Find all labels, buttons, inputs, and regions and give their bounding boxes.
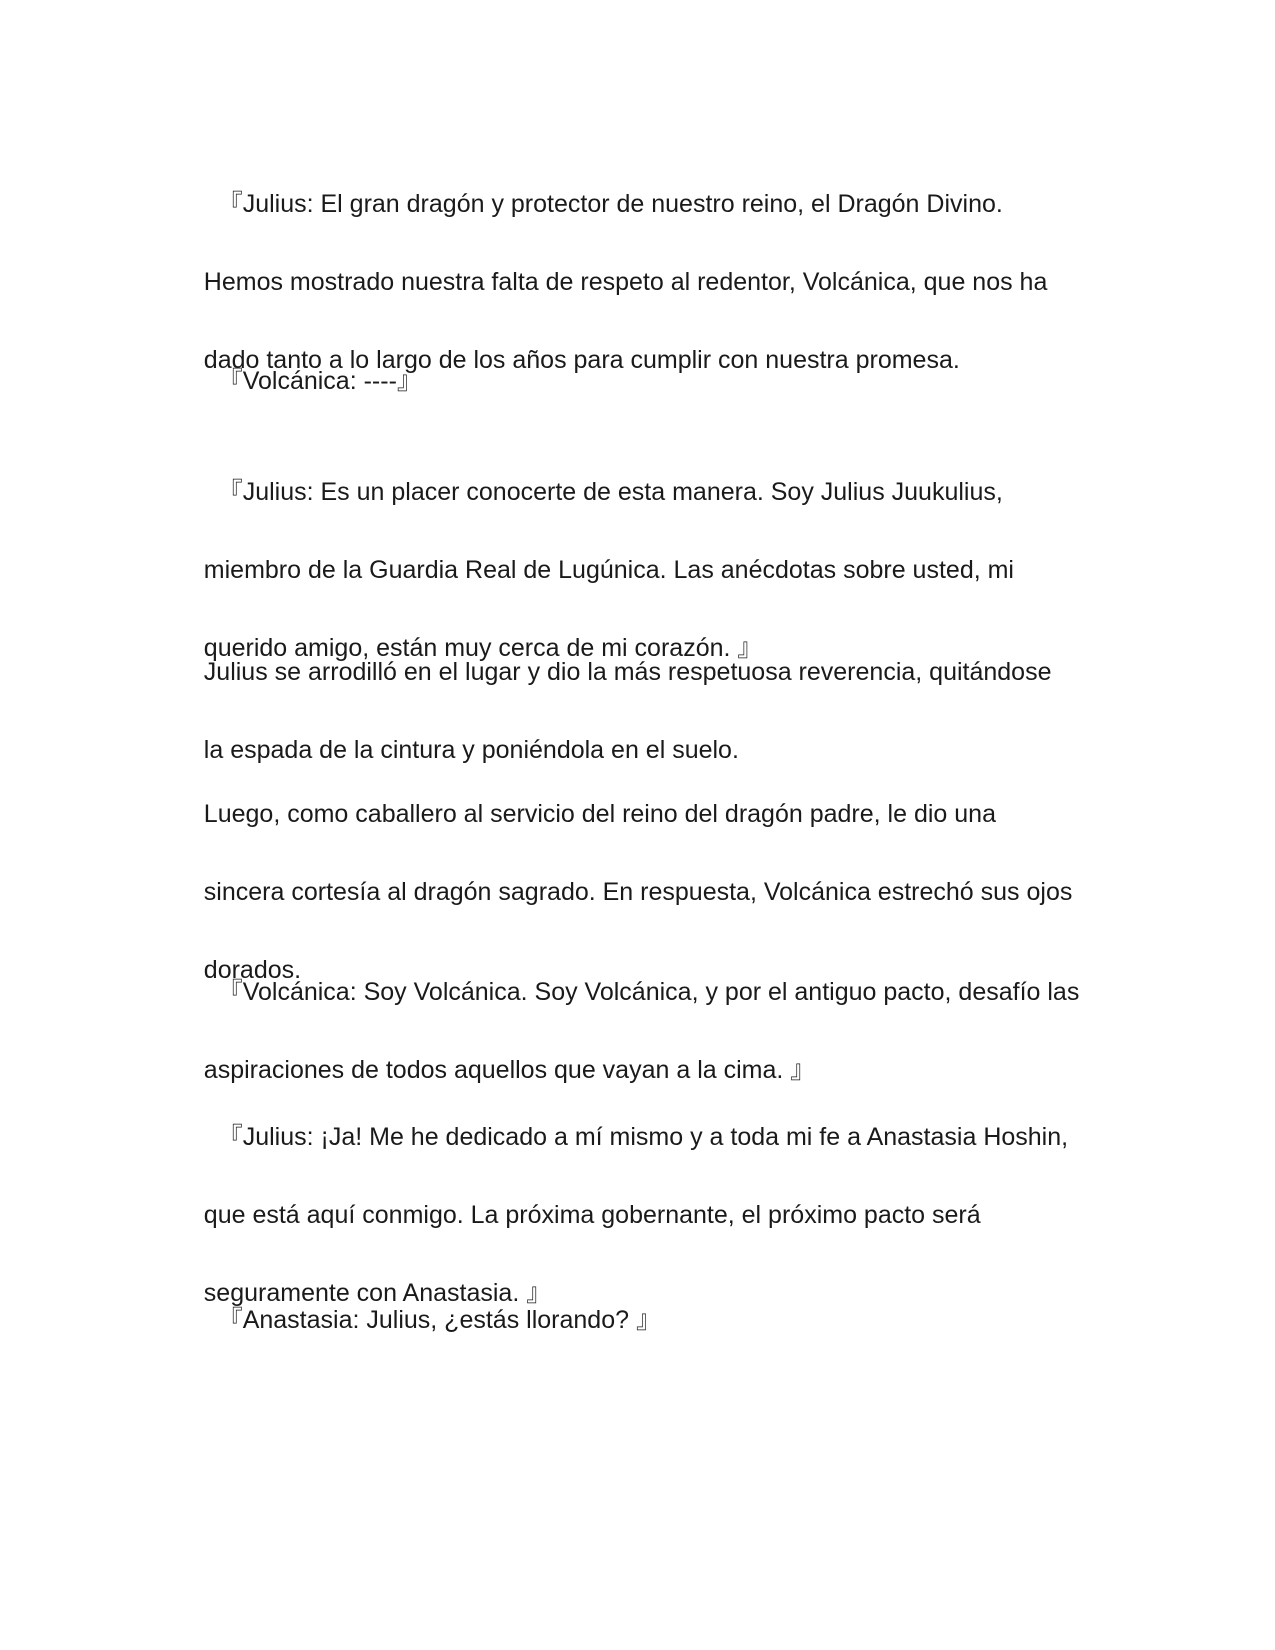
text-line: la espada de la cintura y poniéndola en el suelo. [203, 736, 739, 764]
text-line: 『Julius: ¡Ja! Me he dedicado a mí mismo y a toda mi fe a Anastasia Hoshin, [203, 1123, 1069, 1151]
text-line: querido amigo, están muy cerca de mi corazón. 』 [203, 634, 763, 662]
text-line: 『Anastasia: Julius, ¿estás llorando? 』 [203, 1306, 661, 1334]
text-line: Luego, como caballero al servicio del reino del dragón padre, le dio una [203, 800, 996, 828]
text-line: que está aquí conmigo. La próxima gobernante, el próximo pacto será [203, 1201, 981, 1229]
paragraph-anastasia-crying [176, 1262, 1096, 1379]
text-line: 『Julius: Es un placer conocerte de esta manera. Soy Julius Juukulius, [203, 478, 1003, 506]
text-line: dorados. [203, 956, 302, 984]
text-line: seguramente con Anastasia. 』 [203, 1279, 552, 1307]
text-line: dado tanto a lo largo de los años para cumplir con nuestra promesa. [203, 346, 960, 374]
text-line: Julius se arrodilló en el lugar y dio la más respetuosa reverencia, quitándose [203, 658, 1052, 686]
text-line: 『Volcánica: Soy Volcánica. Soy Volcánica, y por el antiguo pacto, desafío las [203, 978, 1080, 1006]
paragraph-volcanica-silence [176, 323, 1096, 440]
text-line: 『Volcánica: ----』 [203, 367, 422, 395]
text-line: Hemos mostrado nuestra falta de respeto al redentor, Volcánica, que nos ha [203, 268, 1048, 296]
text-line: 『Julius: El gran dragón y protector de nuestro reino, el Dragón Divino. [203, 190, 1003, 218]
text-line: aspiraciones de todos aquellos que vayan a la cima. 』 [203, 1056, 816, 1084]
text-line: sincera cortesía al dragón sagrado. En respuesta, Volcánica estrechó sus ojos [203, 878, 1073, 906]
text-line: miembro de la Guardia Real de Lugúnica. Las anécdotas sobre usted, mi [203, 556, 1014, 584]
